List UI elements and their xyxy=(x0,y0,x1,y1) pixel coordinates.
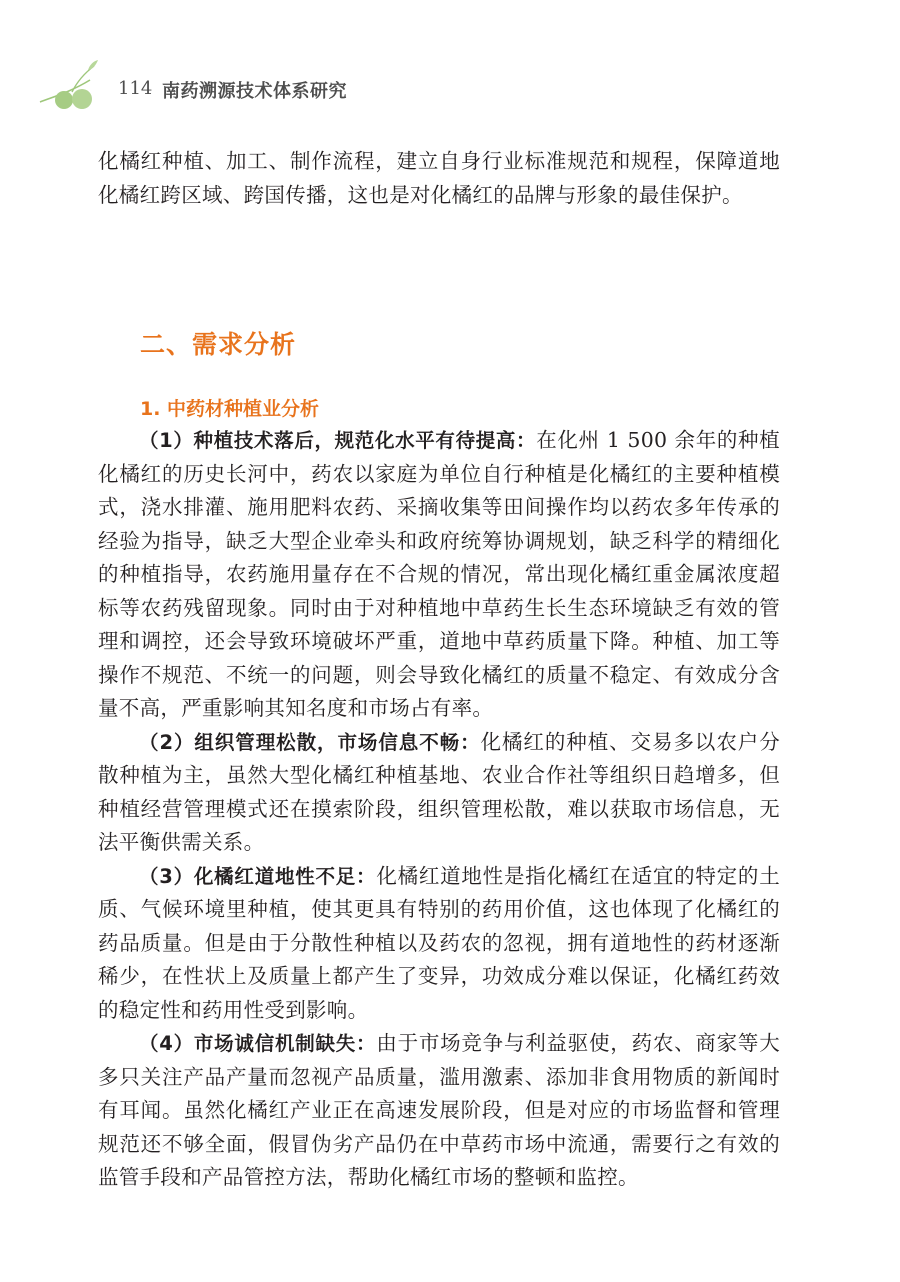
page-body xyxy=(98,145,780,1195)
paragraph-item-3 xyxy=(98,860,780,1028)
running-title: 南药溯源技术体系研究 xyxy=(162,81,347,102)
item-body: 由于市场竞争与利益驱使，药农、商家等大多只关注产品产量而忽视产品质量，滥用激素、添加非食用物质的新闻时有耳闻。虽然化橘红产业正在高速发展阶段，但是对应的市场监督和管理规范还不够全面，假冒伪劣产品仍在中草药市场中流通，需要行之有效的监管手段和产品管控方法，帮助化橘红市场的整顿和监控。 xyxy=(98,1031,781,1189)
item-body: 在化州 1 500 余年的种植化橘红的历史长河中，药农以家庭为单位自行种植是化橘红的主要种植模式，浇水排灌、施用肥料农药、采摘收集等田间操作均以药农多年传承的经验为指导，缺乏大型企业牵头和政府统筹协调规划，缺乏科学的精细化的种植指导，农药施用量存在不合规的情况，常出现化橘红重金属浓度超标等农药残留现象。同时由于对种植地中草药生长生态环境缺乏有效的管理和调控，还会导致环境破坏严重，道地中草药质量下降。种植、加工等操作不规范、不统一的问题，则会导致化橘红的质量不稳定、有效成分含量不高，严重影响其知名度和市场占有率。 xyxy=(98,428,780,720)
leaf-sprig-icon xyxy=(38,58,108,118)
item-heading: （1）种植技术落后，规范化水平有待提高： xyxy=(139,429,537,452)
item-body: 化橘红的种植、交易多以农户分散种植为主，虽然大型化橘红种植基地、农业合作社等组织日趋增多，但种植经营管理模式还在摸索阶段，组织管理松散，难以获取市场信息，无法平衡供需关系。 xyxy=(98,729,781,854)
item-heading: （4）市场诚信机制缺失： xyxy=(139,1032,377,1055)
page-number: 114 xyxy=(118,78,153,99)
intro-paragraph: 化橘红种植、加工、制作流程，建立自身行业标准规范和规程，保障道地化橘红跨区域、跨国传播，这也是对化橘红的品牌与形象的最佳保护。 xyxy=(98,149,780,207)
page-header xyxy=(38,58,538,118)
subsection-title: 1. 中药材种植业分析 xyxy=(140,398,320,420)
item-heading: （3）化橘红道地性不足： xyxy=(139,864,377,888)
section-title: 二、需求分析 xyxy=(140,330,297,359)
item-body: 化橘红道地性是指化橘红在适宜的特定的土质、气候环境里种植，使其更具有特别的药用价值，这也体现了化橘红的药品质量。但是由于分散性种植以及药农的忽视，拥有道地性的药材逐渐稀少，在性状上及质量上都产生了变异，功效成分难以保证，化橘红药效的稳定性和药用性受到影响。 xyxy=(98,863,781,1022)
item-heading: （2）组织管理松散，市场信息不畅： xyxy=(139,730,481,754)
paragraph-item-4 xyxy=(98,1027,780,1195)
paragraph-item-2 xyxy=(98,726,780,860)
paragraph-item-1 xyxy=(98,424,780,726)
